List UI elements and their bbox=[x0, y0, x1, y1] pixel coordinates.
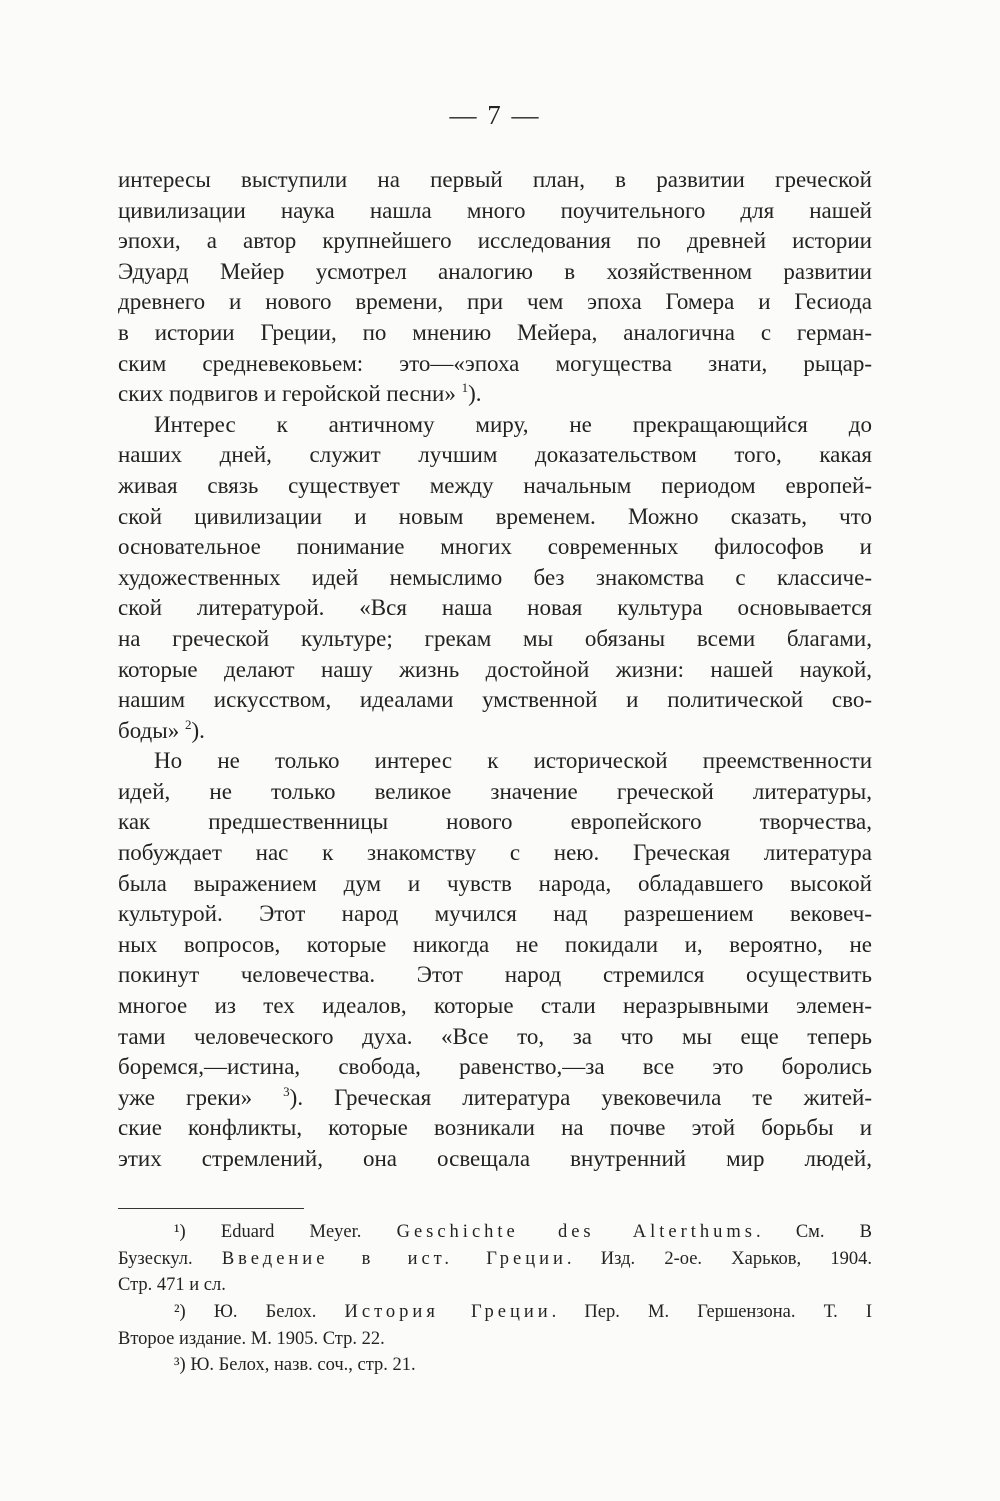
text-line: живая связь существует между начальным периодом европей- bbox=[118, 472, 872, 498]
text-line: покинут человечества. Этот народ стремился осуществить bbox=[118, 962, 872, 988]
text-line: ским средневековьем: это—«эпоха могущества знати, рыцар- bbox=[118, 350, 872, 376]
main-text bbox=[118, 165, 872, 1175]
text-line: древнего и нового времени, при чем эпоха Гомера и Гесиода bbox=[118, 289, 872, 315]
footnotes bbox=[118, 1219, 872, 1379]
text-line: Эдуард Мейер усмотрел аналогию в хозяйственном развитии bbox=[118, 258, 872, 284]
line-text: уже греки» bbox=[118, 1084, 284, 1110]
footnote-mark: ³) bbox=[174, 1355, 186, 1376]
line-tail: ). bbox=[468, 381, 482, 407]
text-line: как предшественницы нового европейского творчества, bbox=[118, 809, 872, 835]
footnote-ref-1[interactable]: 1 bbox=[461, 380, 469, 396]
footnote-1-line3: Стр. 471 и сл. bbox=[118, 1275, 226, 1296]
text-line: интересы выступили на первый план, в развитии греческой bbox=[118, 167, 872, 192]
footnote-mark: ²) bbox=[174, 1302, 186, 1323]
footnote-1-line2 bbox=[118, 1246, 872, 1273]
text-line: ские конфликты, которые возникали на почве этой борьбы и bbox=[118, 1115, 872, 1141]
footnote-title: История Греции bbox=[344, 1302, 552, 1323]
footnote-divider bbox=[118, 1208, 304, 1209]
text-line: тами человеческого духа. «Все то, за что мы еще теперь bbox=[118, 1023, 872, 1049]
text-line: Но не только интерес к исторической преемственности bbox=[154, 748, 872, 774]
page-number: — 7 — bbox=[449, 100, 541, 130]
text-line: в истории Греции, по мнению Мейера, аналогична с герман- bbox=[118, 319, 872, 345]
text-line: культурой. Этот народ мучился над разрешением вековеч- bbox=[118, 901, 872, 927]
text-line: была выражением дум и чувств народа, обладавшего высокой bbox=[118, 870, 872, 896]
footnote-title: Geschichte des Alterthums bbox=[396, 1222, 757, 1242]
text-line: наших дней, служит лучшим доказательством того, какая bbox=[118, 442, 872, 468]
line-tail: ). bbox=[191, 717, 205, 743]
footnote-text: Ю. Белох, назв. соч., стр. 21. bbox=[185, 1355, 416, 1376]
text-line: эпохи, а автор крупнейшего исследования по древней истории bbox=[118, 228, 872, 254]
text-line: ской литературой. «Вся наша новая культура основывается bbox=[118, 595, 872, 621]
text-line: побуждает нас к знакомству с нею. Греческая литература bbox=[118, 840, 872, 866]
text-line: основательное понимание многих современных философов и bbox=[118, 534, 872, 560]
footnote-1 bbox=[118, 1219, 872, 1246]
text-line: художественных идей немыслимо без знакомства с классиче- bbox=[118, 564, 872, 590]
text-line bbox=[118, 716, 872, 747]
text-line: на греческой культуре; грекам мы обязаны всеми благами, bbox=[118, 625, 872, 651]
line-text: боды» bbox=[118, 717, 185, 743]
text-line: многое из тех идеалов, которые стали неразрывными элемен- bbox=[118, 993, 872, 1019]
text-line: которые делают нашу жизнь достойной жизни: нашей наукой, bbox=[118, 656, 872, 682]
text-line bbox=[118, 379, 872, 410]
text-line: Интерес к античному миру, не прекращающийся до bbox=[154, 411, 872, 437]
footnote-text: . См. В bbox=[756, 1222, 873, 1242]
footnote-2-line2: Второе издание. М. 1905. Стр. 22. bbox=[118, 1328, 385, 1349]
footnote-author: Eduard Meyer. bbox=[185, 1222, 397, 1242]
footnote-title: Введение в ист. Греции bbox=[221, 1248, 567, 1269]
text-line bbox=[118, 1083, 872, 1114]
footnote-text: Бузескул. bbox=[118, 1248, 222, 1269]
footnote-author: Ю. Белох. bbox=[185, 1302, 345, 1323]
footnote-mark: ¹) bbox=[174, 1222, 186, 1242]
text-line: ных вопросов, которые никогда не покидали и, вероятно, не bbox=[118, 931, 872, 957]
text-line: нашим искусством, идеалами умственной и политической сво- bbox=[118, 687, 872, 713]
line-text: ских подвигов и геройской песни» bbox=[118, 381, 462, 407]
footnote-3 bbox=[118, 1352, 872, 1379]
text-line: цивилизации наука нашла много поучительного для нашей bbox=[118, 197, 872, 223]
footnote-text: . Изд. 2-ое. Харьков, 1904. bbox=[566, 1248, 873, 1269]
text-line: этих стремлений, она освещала внутренний мир людей, bbox=[118, 1146, 872, 1171]
text-line: боремся,—истина, свобода, равенство,—за все это боролись bbox=[118, 1054, 872, 1080]
text-line: идей, не только великое значение греческой литературы, bbox=[118, 778, 872, 804]
text-line: ской цивилизации и новым временем. Можно сказать, что bbox=[118, 503, 872, 529]
footnote-text: . Пер. М. Гершензона. Т. I bbox=[551, 1302, 873, 1323]
footnote-ref-3[interactable]: 3 bbox=[283, 1083, 290, 1099]
footnote-2 bbox=[118, 1299, 872, 1326]
line-tail: ). Греческая литература увековечила те житей- bbox=[289, 1084, 873, 1110]
footnote-ref-2[interactable]: 2 bbox=[184, 716, 192, 732]
